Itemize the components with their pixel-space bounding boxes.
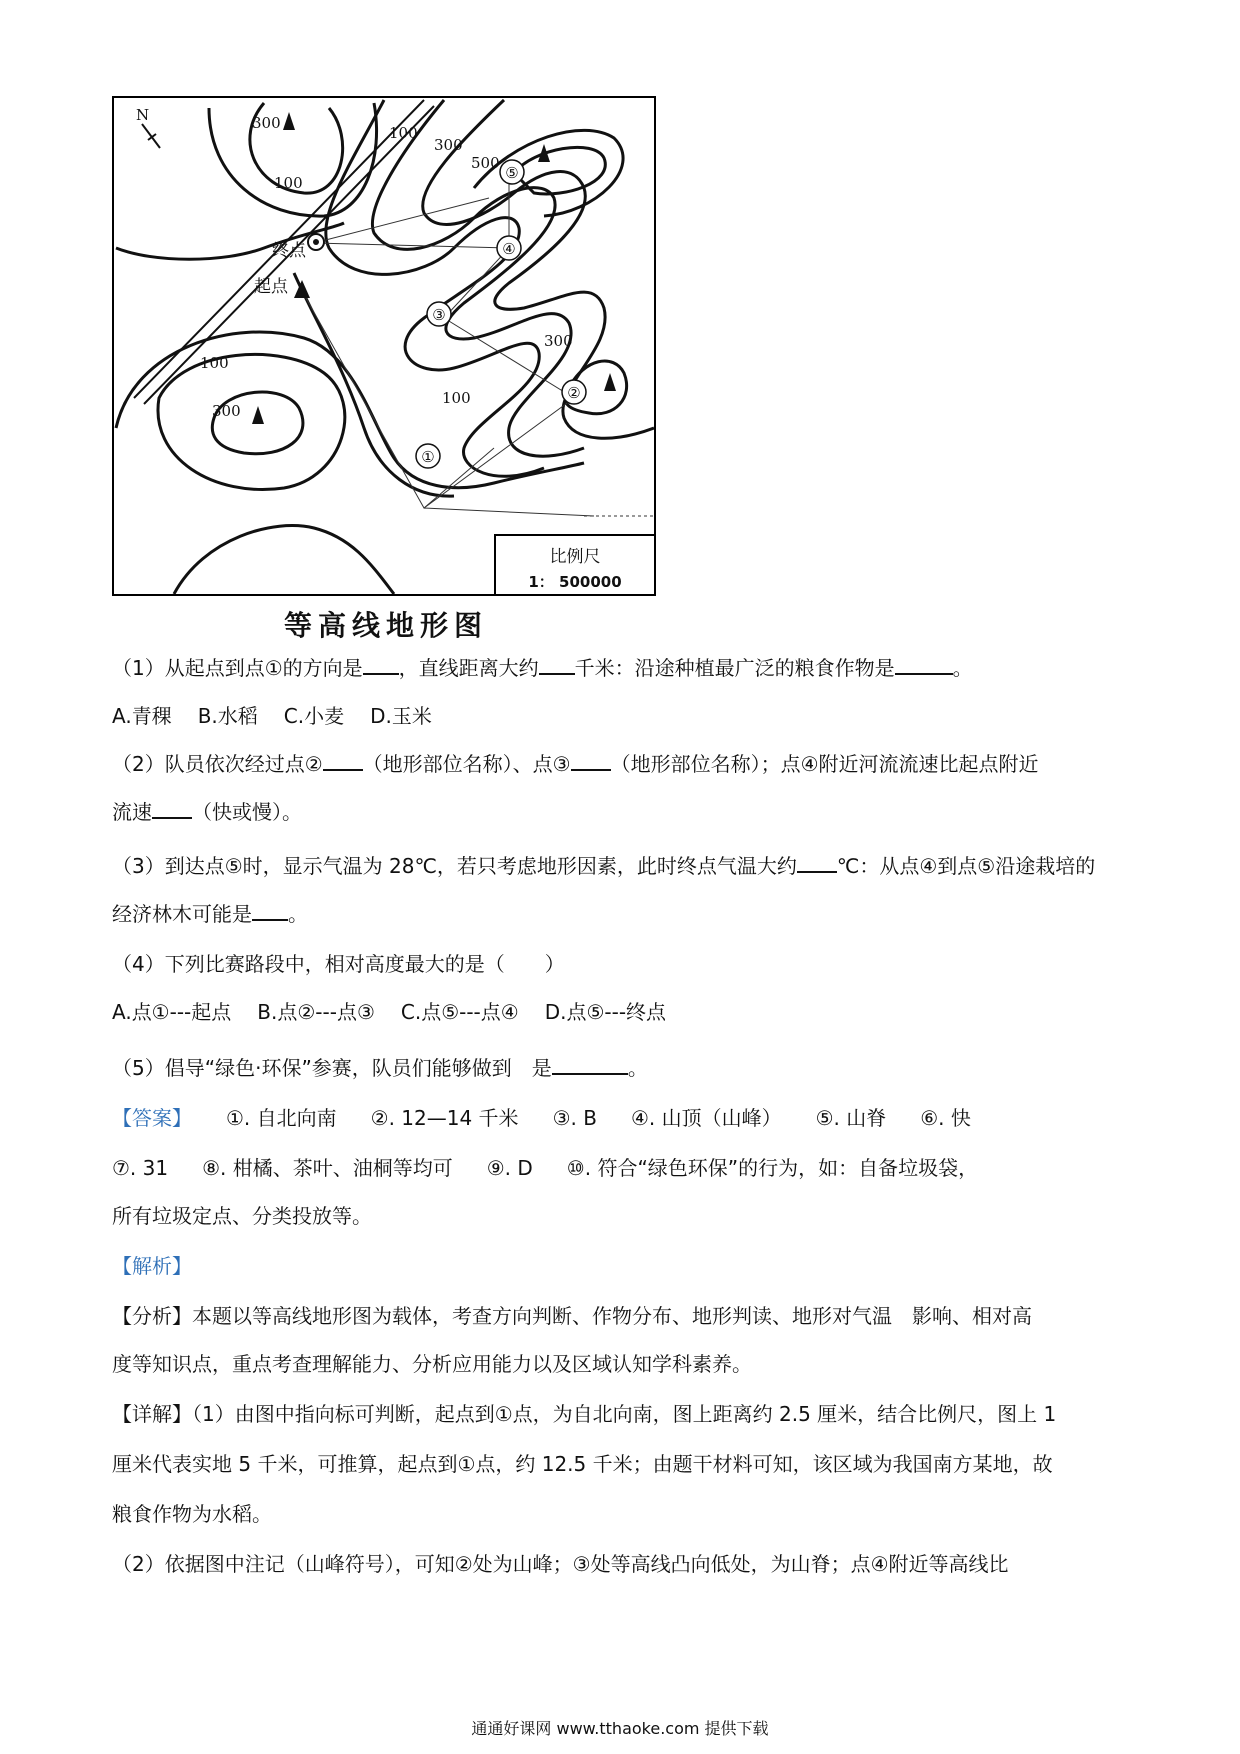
- option-a: A.点①---起点: [112, 1000, 232, 1024]
- detail-text: 厘米代表实地 5 千米，可推算，起点到①点，约 12.5 千米；由题干材料可知，该区域为我国南方某地，故: [112, 1452, 1053, 1476]
- q2-text-d: 流速: [112, 800, 152, 824]
- contour-map: [112, 96, 656, 596]
- q4-text: （4）下列比赛路段中，相对高度最大的是（ ）: [112, 952, 565, 976]
- answer-line-1: [112, 1104, 1132, 1132]
- start-label: 起点: [254, 277, 288, 297]
- contour-map-drawing: [114, 98, 654, 594]
- contour-line: [174, 526, 394, 594]
- q1-text-d: 。: [952, 656, 973, 680]
- option-a: A.青稞: [112, 704, 172, 728]
- answer-item: ②. 12—14 千米: [370, 1106, 519, 1130]
- answer-blank: [895, 655, 953, 675]
- q1-text-a: （1）从起点到点①的方向是: [112, 656, 363, 680]
- scale-box: [494, 534, 654, 594]
- question-4-options: [112, 998, 1132, 1026]
- question-2-cont: [112, 798, 1132, 826]
- q3-text-b: ℃：从点④到点⑤沿途栽培的: [836, 854, 1096, 878]
- answer-blank: [571, 751, 611, 771]
- peak-icon: [283, 112, 295, 130]
- xiangjie-label: 【详解】: [112, 1402, 192, 1426]
- q1-text-b: ，直线距离大约: [398, 656, 539, 680]
- point-3-label: ③: [432, 306, 446, 324]
- point-2-label: ②: [567, 384, 581, 402]
- map-caption: 等高线地形图: [284, 609, 489, 642]
- contour-label: 300: [544, 332, 573, 350]
- q3-text-c: 经济林木可能是: [112, 902, 252, 926]
- point-4-label: ④: [502, 240, 516, 258]
- answer-label: 【答案】: [112, 1106, 192, 1130]
- q1-text-c: 千米：沿途种植最广泛的粮食作物是: [574, 656, 895, 680]
- analysis-label: 【解析】: [112, 1254, 192, 1278]
- contour-label: 500: [471, 154, 500, 172]
- analysis-detail-1: [112, 1400, 1132, 1428]
- q5-text-a: （5）倡导“绿色·环保”参赛，队员们能够做到 是: [112, 1056, 552, 1080]
- option-b: B.点②---点③: [257, 1000, 375, 1024]
- detail-text: 粮食作物为水稻。: [112, 1502, 272, 1526]
- q2-text-e: （快或慢）。: [192, 800, 302, 824]
- option-d: D.点⑤---终点: [544, 1000, 667, 1024]
- detail-text: （1）由图中指向标可判断，起点到①点，为自北向南，图上距离约 2.5 厘米，结合比例尺，图上 1: [192, 1402, 1057, 1426]
- contour-label: 300: [252, 114, 281, 132]
- contour-label: 100: [389, 124, 418, 142]
- point-5-label: ⑤: [505, 164, 519, 182]
- question-5: [112, 1054, 1132, 1082]
- end-label: 终点: [272, 241, 306, 261]
- answer-blank: [323, 751, 363, 771]
- contour-label: 100: [274, 174, 303, 192]
- detail-text: （2）依据图中注记（山峰符号），可知②处为山峰；③处等高线凸向低处，为山脊；点④附近等高线比: [112, 1552, 1009, 1576]
- analysis-fenxi-1: [112, 1302, 1132, 1330]
- option-c: C.小麦: [283, 704, 345, 728]
- answer-item: ⑦. 31: [112, 1156, 169, 1180]
- option-c: C.点⑤---点④: [400, 1000, 519, 1024]
- fenxi-label: 【分析】: [112, 1304, 192, 1328]
- end-point-dot: [313, 239, 319, 245]
- contour-label: 100: [442, 389, 471, 407]
- question-3-cont: [112, 900, 1132, 928]
- contour-line: [158, 354, 345, 489]
- analysis-heading: [112, 1252, 1132, 1280]
- question-4: [112, 950, 1132, 978]
- answer-item: ③. B: [552, 1106, 597, 1130]
- answer-blank: [552, 1055, 628, 1075]
- fenxi-text: 度等知识点，重点考查理解能力、分析应用能力以及区域认知学科素养。: [112, 1352, 752, 1376]
- q2-text-c: （地形部位名称）；点④附近河流流速比起点附近: [610, 752, 1039, 776]
- answer-item: ⑤. 山脊: [815, 1106, 887, 1130]
- answer-item: ⑧. 柑橘、茶叶、油桐等均可: [202, 1156, 453, 1180]
- q2-text-a: （2）队员依次经过点②: [112, 752, 323, 776]
- option-b: B.水稻: [197, 704, 258, 728]
- start-point-icon: [294, 280, 310, 298]
- analysis-detail-4: [112, 1550, 1132, 1578]
- question-2: [112, 750, 1132, 778]
- scale-title: 比例尺: [549, 547, 601, 567]
- analysis-detail-2: [112, 1450, 1132, 1478]
- answer-blank: [539, 655, 575, 675]
- answer-blank: [363, 655, 399, 675]
- contour-label: 300: [212, 402, 241, 420]
- contour-label: 100: [200, 354, 229, 372]
- q2-text-b: （地形部位名称）、点③: [362, 752, 571, 776]
- q5-text-b: 。: [627, 1056, 648, 1080]
- north-arrow-icon: [142, 124, 160, 148]
- page-footer: 通通好课网 www.tthaoke.com 提供下载: [471, 1719, 769, 1738]
- option-d: D.玉米: [370, 704, 432, 728]
- answer-text: 所有垃圾定点、分类投放等。: [112, 1204, 372, 1228]
- answer-blank: [152, 799, 192, 819]
- analysis-detail-3: [112, 1500, 1132, 1528]
- q3-text-a: （3）到达点⑤时，显示气温为 28℃，若只考虑地形因素，此时终点气温大约: [112, 854, 797, 878]
- answer-line-2: [112, 1154, 1132, 1182]
- answer-item: ①. 自北向南: [226, 1106, 337, 1130]
- answer-item: ④. 山顶（山峰）: [630, 1106, 782, 1130]
- answer-item: ⑩. 符合“绿色环保”的行为，如：自备垃圾袋，: [566, 1156, 979, 1180]
- answer-blank: [797, 853, 837, 873]
- q3-text-d: 。: [288, 902, 308, 926]
- answer-item: ⑥. 快: [920, 1106, 971, 1130]
- scale-value: 1： 500000: [528, 573, 622, 591]
- question-3: [112, 852, 1132, 880]
- question-1: [112, 654, 1132, 682]
- peak-icon: [252, 406, 264, 424]
- north-label: N: [136, 106, 150, 124]
- contour-label: 300: [434, 136, 463, 154]
- peak-icon: [604, 373, 616, 391]
- answer-line-3: [112, 1202, 1132, 1230]
- question-1-options: [112, 702, 1132, 730]
- point-1-label: ①: [421, 448, 435, 466]
- fenxi-text: 本题以等高线地形图为载体，考查方向判断、作物分布、地形判读、地形对气温 影响、相对高: [192, 1304, 1032, 1328]
- answer-item: ⑨. D: [486, 1156, 533, 1180]
- analysis-fenxi-2: [112, 1350, 1132, 1378]
- answer-blank: [252, 901, 288, 921]
